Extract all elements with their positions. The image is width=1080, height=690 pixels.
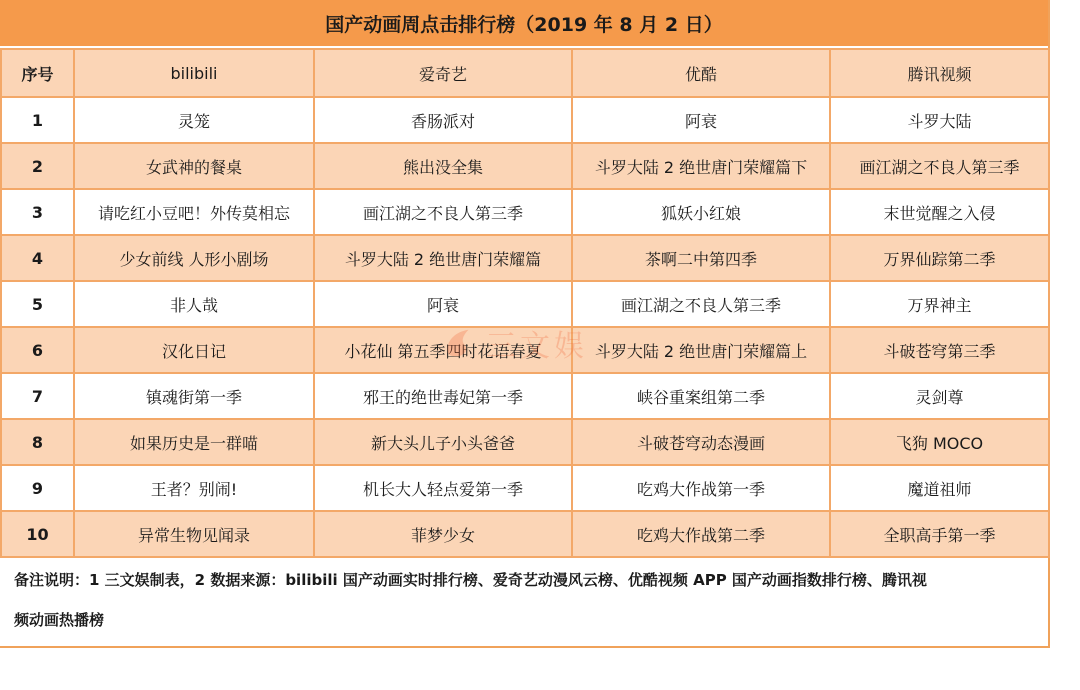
- cell-bilibili: 汉化日记: [74, 327, 314, 373]
- cell-bilibili: 灵笼: [74, 97, 314, 143]
- cell-rank: 7: [1, 373, 74, 419]
- cell-youku: 斗罗大陆 2 绝世唐门荣耀篇上: [572, 327, 830, 373]
- footnote-line-2: 频动画热播榜: [14, 611, 105, 629]
- cell-iqiyi: 新大头儿子小头爸爸: [314, 419, 572, 465]
- cell-rank: 10: [1, 511, 74, 557]
- cell-iqiyi: 熊出没全集: [314, 143, 572, 189]
- column-header-rank: 序号: [1, 49, 74, 97]
- cell-youku: 吃鸡大作战第二季: [572, 511, 830, 557]
- cell-rank: 9: [1, 465, 74, 511]
- cell-tencent: 斗破苍穹第三季: [830, 327, 1049, 373]
- cell-youku: 斗破苍穹动态漫画: [572, 419, 830, 465]
- cell-tencent: 斗罗大陆: [830, 97, 1049, 143]
- cell-rank: 6: [1, 327, 74, 373]
- cell-tencent: 末世觉醒之入侵: [830, 189, 1049, 235]
- cell-iqiyi: 邪王的绝世毒妃第一季: [314, 373, 572, 419]
- cell-bilibili: 少女前线 人形小剧场: [74, 235, 314, 281]
- cell-rank: 4: [1, 235, 74, 281]
- cell-bilibili: 请吃红小豆吧！外传莫相忘: [74, 189, 314, 235]
- cell-tencent: 魔道祖师: [830, 465, 1049, 511]
- table-row: [1, 465, 1049, 511]
- watermark-text: 三文娱: [486, 329, 588, 364]
- table-row: [1, 373, 1049, 419]
- column-header-iqiyi: 爱奇艺: [314, 49, 572, 97]
- cell-tencent: 万界仙踪第二季: [830, 235, 1049, 281]
- table-row: [1, 97, 1049, 143]
- cell-tencent: 全职高手第一季: [830, 511, 1049, 557]
- cell-rank: 8: [1, 419, 74, 465]
- table-title: 国产动画周点击排行榜（2019 年 8 月 2 日）: [0, 0, 1048, 48]
- cell-youku: 茶啊二中第四季: [572, 235, 830, 281]
- cell-youku: 峡谷重案组第二季: [572, 373, 830, 419]
- footnote-line-1: 备注说明：1 三文娱制表，2 数据来源：bilibili 国产动画实时排行榜、爱奇艺动漫风云榜、优酷视频 APP 国产动画指数排行榜、腾讯视: [14, 571, 927, 589]
- table-row: [1, 235, 1049, 281]
- cell-bilibili: 女武神的餐桌: [74, 143, 314, 189]
- cell-youku: 阿衰: [572, 97, 830, 143]
- table-row: [1, 511, 1049, 557]
- table-row: [1, 327, 1049, 373]
- cell-bilibili: 非人哉: [74, 281, 314, 327]
- cell-rank: 2: [1, 143, 74, 189]
- cell-tencent: 飞狗 MOCO: [830, 419, 1049, 465]
- cell-iqiyi: 阿衰: [314, 281, 572, 327]
- header-row: [1, 49, 1049, 97]
- cell-tencent: 灵剑尊: [830, 373, 1049, 419]
- cell-iqiyi: 小花仙 第五季四时花语春夏: [314, 327, 572, 373]
- cell-youku: 狐妖小红娘: [572, 189, 830, 235]
- column-header-youku: 优酷: [572, 49, 830, 97]
- cell-rank: 3: [1, 189, 74, 235]
- cell-bilibili: 如果历史是一群喵: [74, 419, 314, 465]
- cell-bilibili: 王者？别闹!: [74, 465, 314, 511]
- table-row: [1, 143, 1049, 189]
- cell-youku: 画江湖之不良人第三季: [572, 281, 830, 327]
- cell-iqiyi: 斗罗大陆 2 绝世唐门荣耀篇: [314, 235, 572, 281]
- cell-bilibili: 异常生物见闻录: [74, 511, 314, 557]
- cell-iqiyi: 菲梦少女: [314, 511, 572, 557]
- cell-iqiyi: 机长大人轻点爱第一季: [314, 465, 572, 511]
- cell-youku: 斗罗大陆 2 绝世唐门荣耀篇下: [572, 143, 830, 189]
- cell-iqiyi: 香肠派对: [314, 97, 572, 143]
- cell-rank: 1: [1, 97, 74, 143]
- ranking-table: [0, 48, 1050, 558]
- table-row: [1, 189, 1049, 235]
- cell-youku: 吃鸡大作战第一季: [572, 465, 830, 511]
- table-row: [1, 281, 1049, 327]
- cell-iqiyi: 画江湖之不良人第三季: [314, 189, 572, 235]
- cell-bilibili: 镇魂街第一季: [74, 373, 314, 419]
- column-header-bilibili: bilibili: [74, 49, 314, 97]
- table-row: [1, 419, 1049, 465]
- cell-tencent: 万界神主: [830, 281, 1049, 327]
- cell-rank: 5: [1, 281, 74, 327]
- column-header-tencent: 腾讯视频: [830, 49, 1049, 97]
- cell-tencent: 画江湖之不良人第三季: [830, 143, 1049, 189]
- footnote: [14, 560, 1034, 640]
